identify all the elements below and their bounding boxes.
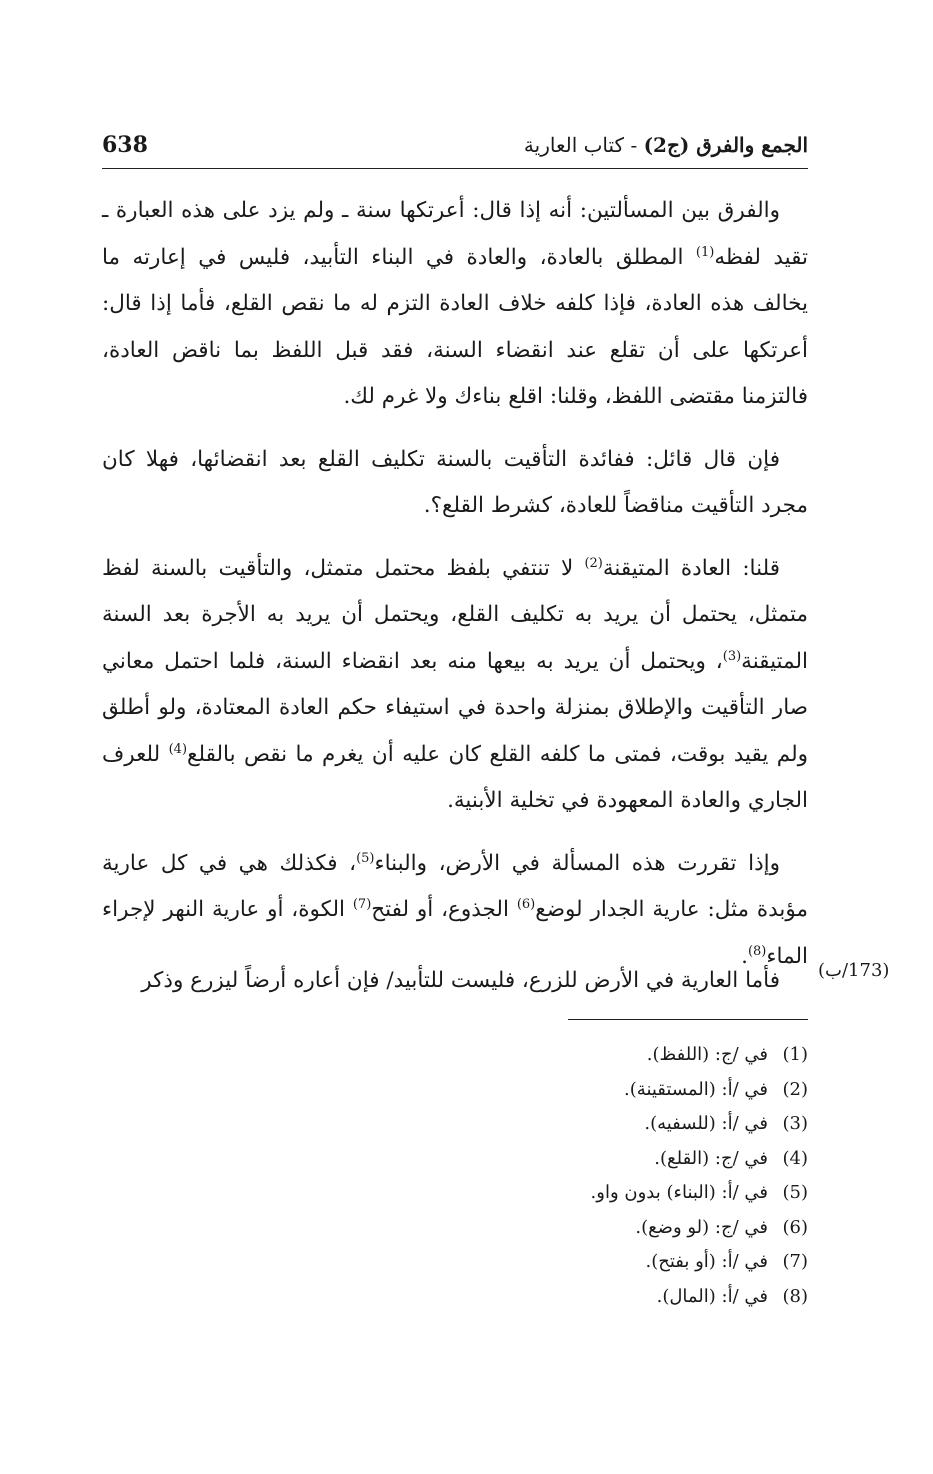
footnote-text: في /أ: (أو بفتح).	[645, 1251, 768, 1272]
footnote-number: (1)	[782, 1044, 808, 1065]
footnotes	[591, 1038, 808, 1314]
footnote-text: في /أ: (المال).	[656, 1285, 768, 1307]
paragraph-2	[102, 437, 808, 530]
footnote-text: في /أ: (المستقينة).	[624, 1078, 768, 1100]
footnote-ref-5: (5)	[356, 850, 375, 866]
footnote-item	[591, 1245, 808, 1280]
text-run: لا تنتفي بلفظ محتمل متمثل، والتأقيت بالسنة لفظ متمثل، يحتمل أن يريد به تكليف القلع، ويحتمل أن يريد به الأجرة بعد السنة المتيقنة	[102, 555, 808, 674]
footnote-number: (2)	[782, 1078, 808, 1100]
footnote-text: في /ج: (اللفظ).	[646, 1044, 768, 1065]
footnote-text: في /أ: (للسفيه).	[644, 1113, 768, 1134]
running-title-book: الجمع والفرق (ج2)	[643, 133, 808, 157]
footnote-divider	[568, 1019, 808, 1020]
footnote-number: (6)	[782, 1216, 808, 1238]
text-run: والفرق بين المسألتين: أنه إذا قال: أعرتكها سنة ـ ولم يزد على هذه العبارة ـ تقيد لفظه	[102, 198, 809, 270]
text-run: ، ويحتمل أن يريد به بيعها منه بعد انقضاء السنة، فلما احتمل معاني صار التأقيت والإطلاق بمنزلة واحدة في استيفاء حكم العادة المعتادة، ولو أطلق ولم يقيد بوقت، فمتى ما كلفه القلع كان عليه أن يغرم ما نقص بالقلع	[102, 648, 808, 767]
header-divider	[102, 168, 808, 169]
footnote-item	[591, 1280, 808, 1315]
text-run: ، فكذلك هي في كل عارية مؤبدة مثل: عارية الجدار لوضع	[102, 850, 808, 922]
text-run: للعرف الجاري والعادة المعهودة في تخلية الأبنية.	[102, 741, 808, 813]
footnote-ref-4: (4)	[168, 741, 188, 757]
text-run: المطلق بالعادة، والعادة في البناء التأبيد، فليس في إعارته ما يخالف هذه العادة، فإذا كلفه خلاف العادة التزم له ما نقص القلع، فأما إذا قال: أعرتكها على أن تقلع عند انقضاء السنة، فقد قبل اللفظ بما ناقض العادة، فالتزمنا مقتضى اللفظ، وقلنا: اقلع بناءك ولا غرم لك.	[102, 244, 808, 409]
running-title-chapter: - كتاب العارية	[523, 133, 644, 157]
footnote-ref-7: (7)	[352, 896, 372, 912]
footnote-item	[591, 1107, 808, 1142]
paragraph-1	[102, 188, 808, 421]
running-title	[524, 133, 808, 157]
footnote-number: (8)	[782, 1285, 808, 1307]
paragraph-5: فأما العارية في الأرض للزرع، فليست للتأبيد/ فإن أعاره أرضاً ليزرع وذكر	[141, 968, 780, 993]
footnote-ref-1: (1)	[695, 244, 715, 260]
text-run: فإن قال قائل: ففائدة التأقيت بالسنة تكليف القلع بعد انقضائها، فهلا كان مجرد التأقيت مناقضاً للعادة، كشرط القلع؟.	[102, 446, 808, 518]
page-header	[102, 128, 808, 162]
footnote-number: (7)	[782, 1251, 808, 1272]
footnote-item	[591, 1211, 808, 1246]
text-run: الكوة، أو عارية النهر لإجراء الماء	[102, 897, 808, 969]
footnote-ref-6: (6)	[516, 896, 536, 912]
footnote-text: في /ج: (القلع).	[654, 1147, 768, 1169]
footnote-item	[591, 1038, 808, 1073]
text-run: .	[741, 943, 748, 969]
footnote-number: (4)	[782, 1147, 808, 1169]
page-number: 638	[102, 132, 148, 158]
footnote-text: في /ج: (لو وضع).	[635, 1216, 768, 1238]
footnote-ref-3: (3)	[722, 648, 742, 664]
footnote-item	[591, 1142, 808, 1177]
footnote-ref-8: (8)	[747, 943, 767, 959]
footnote-item	[591, 1176, 808, 1211]
main-text	[102, 188, 808, 996]
text-run: الجذوع، أو لفتح	[371, 897, 517, 922]
footnote-ref-2: (2)	[584, 555, 603, 571]
footnote-item	[591, 1073, 808, 1108]
text-run: قلنا: العادة المتيقنة	[602, 555, 780, 581]
footnote-number: (5)	[782, 1182, 808, 1203]
footnote-number: (3)	[782, 1113, 808, 1134]
text-run: وإذا تقررت هذه المسألة في الأرض، والبناء	[374, 850, 780, 876]
footnote-text: في /أ: (البناء) بدون واو.	[590, 1182, 768, 1203]
paragraph-3	[102, 546, 808, 825]
folio-marker: (173/ب)	[818, 960, 890, 981]
